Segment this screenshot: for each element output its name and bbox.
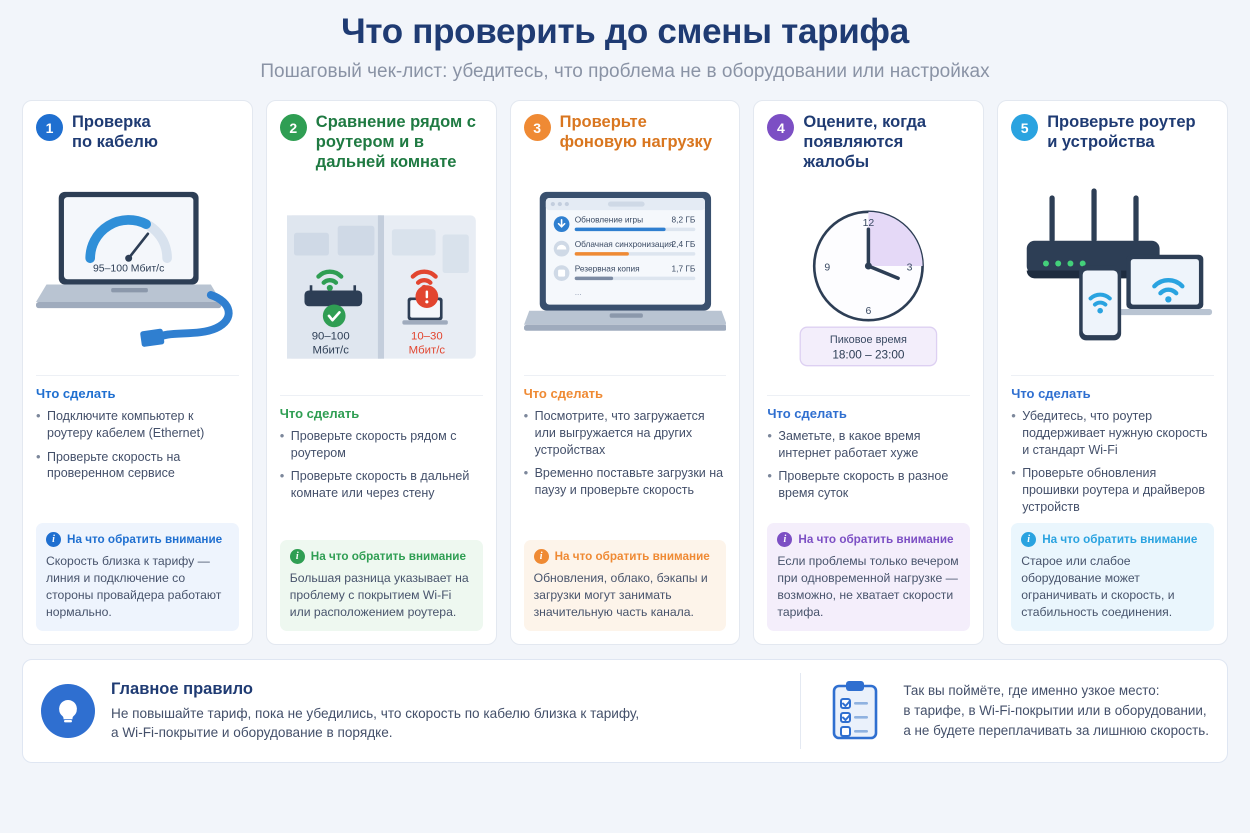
card-header — [767, 113, 970, 172]
footer-divider — [800, 673, 801, 749]
card-header — [280, 113, 483, 172]
footer-text — [111, 704, 778, 743]
todo-item: • Временно поставьте загрузки на паузу и проверьте скорость — [524, 465, 727, 499]
svg-text:1,7 ГБ: 1,7 ГБ — [671, 263, 695, 274]
page-header — [22, 0, 1228, 83]
svg-text:Мбит/с: Мбит/с — [408, 344, 445, 357]
footer-summary — [22, 659, 1228, 763]
note-text: Большая разница указывает на проблему с покрытием Wi-Fi или расположением роутера. — [289, 571, 469, 620]
footer-right-line1: Так вы поймёте, где именно узкое место: — [903, 683, 1160, 699]
note-header — [290, 549, 473, 564]
todo-item: • Заметьте, в какое время интернет работает хуже — [767, 428, 970, 462]
note-box — [280, 540, 483, 631]
svg-text:...: ... — [574, 286, 582, 297]
step-badge: 1 — [36, 114, 63, 141]
footer-right-line3: а не будете переплачивать за лишнюю скорость. — [903, 723, 1209, 739]
svg-text:12: 12 — [862, 217, 875, 229]
note-text: Если проблемы только вечером при одновременной нагрузке — возможно, не хватает скорости тарифа. — [777, 554, 959, 620]
page-title: Что проверить до смены тарифа — [341, 12, 909, 51]
todo-label: Что сделать — [280, 395, 483, 421]
card-title: Проверка по кабелю — [72, 113, 159, 152]
illustration-rooms-wifi — [280, 183, 483, 391]
svg-text:Обновление игры: Обновление игры — [574, 214, 643, 225]
illustration-router-devices — [1011, 163, 1214, 371]
footer-text-line2: а Wi-Fi-покрытие и оборудование в порядке. — [111, 725, 393, 741]
todo-item: • Проверьте скорость в разное время суток — [767, 468, 970, 502]
page-subtitle: Пошаговый чек-лист: убедитесь, что проблема не в оборудовании или настройках — [260, 61, 990, 83]
note-title: На что обратить внимание — [310, 550, 466, 564]
svg-text:18:00 – 23:00: 18:00 – 23:00 — [832, 347, 905, 362]
footer-right-text — [903, 681, 1209, 741]
todo-item: • Проверьте скорость в дальней комнате или через стену — [280, 468, 483, 502]
illustration-clock — [767, 183, 970, 391]
todo-item: • Подключите компьютер к роутеру кабелем (Ethernet) — [36, 408, 239, 442]
info-icon: i — [777, 532, 792, 547]
card-step-3 — [510, 100, 741, 645]
todo-item: • Проверьте обновления прошивки роутера и драйверов устройств — [1011, 465, 1214, 516]
note-text: Обновления, облако, бэкапы и загрузки могут занимать значительную часть канала. — [533, 571, 708, 620]
todo-item: • Проверьте скорость рядом с роутером — [280, 428, 483, 462]
todo-list — [1011, 408, 1214, 523]
note-box — [767, 523, 970, 631]
card-header — [524, 113, 727, 153]
svg-text:Резервная копия: Резервная копия — [574, 263, 640, 274]
step-badge: 3 — [524, 114, 551, 141]
note-text: Старое или слабое оборудование может ограничивать и скорость, и стабильность соединения. — [1021, 554, 1175, 620]
note-box — [36, 523, 239, 631]
card-header — [1011, 113, 1214, 153]
card-step-5 — [997, 100, 1228, 645]
svg-text:90–100: 90–100 — [311, 330, 350, 343]
todo-label: Что сделать — [524, 375, 727, 401]
illustration-downloads — [524, 163, 727, 371]
note-title: На что обратить внимание — [554, 550, 710, 564]
todo-list — [36, 408, 239, 490]
info-icon: i — [46, 532, 61, 547]
todo-item: • Убедитесь, что роутер поддерживает нужную скорость и стандарт Wi-Fi — [1011, 408, 1214, 459]
todo-list — [280, 428, 483, 510]
note-title: На что обратить внимание — [798, 533, 954, 547]
illustration-laptop-speedometer — [36, 163, 239, 371]
card-step-1 — [22, 100, 253, 645]
note-box — [524, 540, 727, 631]
svg-text:10–30: 10–30 — [410, 330, 443, 343]
step-badge: 5 — [1011, 114, 1038, 141]
svg-text:3: 3 — [906, 262, 913, 274]
card-title: Сравнение рядом с роутером и в дальней комнате — [315, 113, 476, 171]
footer-right-line2: в тарифе, в Wi-Fi-покрытии или в оборудовании, — [903, 703, 1207, 719]
footer-title: Главное правило — [111, 679, 253, 698]
svg-text:Облачная синхронизация: Облачная синхронизация — [574, 238, 673, 249]
checklist-cards — [22, 100, 1228, 645]
note-text: Скорость близка к тарифу — линия и подключение со стороны провайдера работают нормально. — [46, 554, 222, 620]
note-header — [46, 532, 229, 547]
card-header — [36, 113, 239, 153]
note-header — [777, 532, 960, 547]
step-badge: 4 — [767, 114, 794, 141]
svg-text:Мбит/с: Мбит/с — [312, 344, 349, 357]
svg-text:2,4 ГБ: 2,4 ГБ — [671, 238, 695, 249]
clipboard-checklist-icon — [823, 680, 887, 742]
note-title: На что обратить внимание — [67, 533, 223, 547]
svg-text:Пиковое время: Пиковое время — [830, 333, 908, 346]
footer-text-line1: Не повышайте тариф, пока не убедились, что скорость по кабелю близка к тарифу, — [111, 705, 640, 721]
todo-label: Что сделать — [1011, 375, 1214, 401]
step-badge: 2 — [280, 114, 307, 141]
todo-list — [524, 408, 727, 506]
card-title: Проверьте фоновую нагрузку — [559, 113, 712, 152]
svg-text:95–100 Мбит/с: 95–100 Мбит/с — [92, 263, 165, 275]
todo-list — [767, 428, 970, 510]
card-title: Проверьте роутер и устройства — [1047, 113, 1196, 152]
svg-text:9: 9 — [824, 262, 831, 274]
note-header — [1021, 532, 1204, 547]
info-icon: i — [1021, 532, 1036, 547]
info-icon: i — [290, 549, 305, 564]
todo-item: • Посмотрите, что загружается или выгружается на других устройствах — [524, 408, 727, 459]
card-step-4 — [753, 100, 984, 645]
lightbulb-icon — [41, 684, 95, 738]
todo-label: Что сделать — [36, 375, 239, 401]
card-step-2 — [266, 100, 497, 645]
note-title: На что обратить внимание — [1042, 533, 1198, 547]
todo-label: Что сделать — [767, 395, 970, 421]
todo-item: • Проверьте скорость на проверенном сервисе — [36, 449, 239, 483]
card-title: Оцените, когда появляются жалобы — [803, 113, 927, 171]
footer-main-text — [111, 680, 778, 743]
info-icon: i — [534, 549, 549, 564]
note-box — [1011, 523, 1214, 631]
svg-text:6: 6 — [865, 305, 872, 317]
svg-text:8,2 ГБ: 8,2 ГБ — [671, 214, 695, 225]
note-header — [534, 549, 717, 564]
